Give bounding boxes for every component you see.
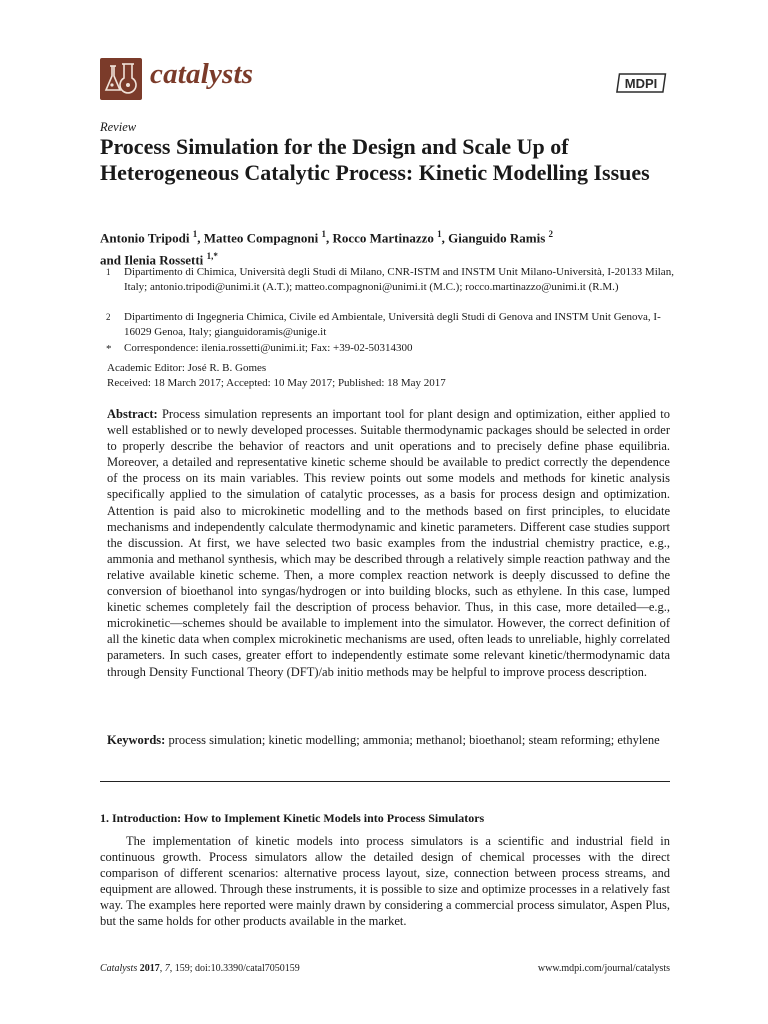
footer-volume: 7 bbox=[164, 963, 170, 974]
paper-title: Process Simulation for the Design and Scale Up of Heterogeneous Catalytic Process: Kinetic Modelling Issues bbox=[100, 134, 650, 185]
author-name[interactable]: Rocco Martinazzo bbox=[332, 230, 434, 246]
affiliation-2 bbox=[100, 310, 680, 340]
affiliation-ref: 1 bbox=[437, 229, 442, 239]
affiliation-ref: 1 bbox=[192, 229, 198, 239]
abstract-text: Process simulation represents an important tool for plant design and optimization, either applied to well established or to newly developed processes. Suitable thermodynamic packages should be selected in order to properly describe the behavior of reactors and unit operations and to precisely define phase equilibria. Moreover, a detailed and representative kinetic scheme should be available to predict correctly the dependence of the process on its main variables. This review points out some models and methods for kinetic analysis specifically applied to the simulation of catalytic processes, as a basis for process design and optimization. Attention is paid also to microkinetic modelling and to the methods based on first principles, to elucidate mechanisms and independently calculate thermodynamic and kinetic parameters. Different case studies support the discussion. At first, we have selected two basic examples from the industrial chemistry practice, e.g., ammonia and methanol synthesis, which may be described through a relatively simple reaction pathway and the relative available kinetic scheme. Then, a more complex reaction network is deeply discussed to define the conversion of bioethanol into syngas/hydrogen or into building blocks, such as ethylene. In this case, lumped kinetic schemes completely fail the description of process behavior. Thus, in this case, more detailed—e.g., microkinetic—schemes should be available to implement into the simulator. However, the correct definition of all the kinetic data when complex microkinetic mechanisms are used, often leads to unreliable, highly correlated parameters. In such cases, greater effort to independently estimate some relevant kinetic/thermodynamic data through Density Functional Theory (DFT)/ab initio methods may be helpful to improve process description. bbox=[107, 407, 671, 679]
author-list: Antonio Tripodi $^1$, Matteo Compagnoni $^1$, Rocco Martinazzo $^1$, Gianguido Ramis $^2$ and Ilenia Rossetti $^{1,*}$ bbox=[100, 229, 554, 268]
footer-url[interactable]: www.mdpi.com/journal/catalysts bbox=[537, 963, 670, 974]
footer-doi: , 159; doi:10.3390/catal7050159 bbox=[169, 963, 300, 974]
affiliation-mark: 2 bbox=[106, 312, 111, 322]
authors-connector: and bbox=[100, 252, 121, 268]
footer-journal: Catalysts bbox=[100, 963, 138, 974]
journal-logo-icon bbox=[100, 58, 142, 100]
section-body bbox=[100, 833, 670, 930]
author-name[interactable]: Matteo Compagnoni bbox=[203, 230, 319, 246]
section-text: The implementation of kinetic models into process simulators is a scientific and industrial field in continuous growth. Process simulators allow the detailed design of chemical processes with the direct comparison of different scenarios: alternative process layout, size, connection between process streams, and equipment are allowed. Through these instruments, it is possible to size and optimize processes in a relatively fast way. The examples here reported were mainly drawn by considering a commercial process simulator, Aspen Plus, but the same holds for other products available in the market. bbox=[100, 834, 670, 929]
author-name[interactable]: Ilenia Rossetti bbox=[124, 252, 204, 268]
author-name[interactable]: Antonio Tripodi bbox=[100, 230, 190, 246]
article-type: Review bbox=[100, 120, 137, 134]
affiliation-text: Correspondence: ilenia.rossetti@unimi.it; Fax: +39-02-50314300 bbox=[124, 342, 413, 354]
footer-citation: Catalysts 2017, 7, 159; doi:10.3390/catal7050159 bbox=[100, 963, 300, 974]
abstract-label: Abstract: bbox=[107, 407, 158, 421]
abstract bbox=[107, 406, 670, 680]
journal-name: catalysts bbox=[150, 58, 254, 90]
publication-dates: Received: 18 March 2017; Accepted: 10 May 2017; Published: 18 May 2017 bbox=[107, 377, 446, 389]
footer-year: 2017 bbox=[139, 963, 160, 974]
affiliation-1 bbox=[100, 265, 680, 310]
divider bbox=[100, 781, 670, 782]
author-name[interactable]: Gianguido Ramis bbox=[448, 230, 546, 246]
affiliation-mark: 1 bbox=[106, 267, 111, 277]
affiliation-text: Dipartimento di Ingegneria Chimica, Civile ed Ambientale, Università degli Studi di Genova and INSTM Unit Genova, I-16029 Genoa, Italy; gianguidoramis@unige.it bbox=[124, 311, 661, 338]
affiliation-ref: 2 bbox=[548, 229, 554, 239]
section-heading: 1. Introduction: How to Implement Kinetic Models into Process Simulators bbox=[100, 811, 485, 825]
publisher-name: MDPI bbox=[624, 76, 658, 91]
mdpi-logo-icon bbox=[614, 70, 668, 96]
keywords-label: Keywords: bbox=[107, 733, 166, 747]
affiliation-ref: 1,* bbox=[206, 251, 218, 262]
flask-logo-icon bbox=[100, 58, 142, 100]
keywords-text: process simulation; kinetic modelling; ammonia; methanol; bioethanol; steam reforming; ethylene bbox=[168, 733, 660, 747]
keywords bbox=[107, 732, 670, 748]
affiliation-mark: * bbox=[106, 343, 112, 355]
correspondence bbox=[100, 341, 680, 356]
affiliation-ref: 1 bbox=[321, 229, 326, 239]
academic-editor: Academic Editor: José R. B. Gomes bbox=[107, 362, 267, 374]
affiliation-text: Dipartimento di Chimica, Università degli Studi di Milano, CNR-ISTM and INSTM Unit Milano-Università, I-20133 Milan, Italy; antonio.tripodi@unimi.it (A.T.); matteo.compagnoni@unimi.it (M.C.); rocco.martinazzo@unimi.it (R.M.) bbox=[124, 266, 674, 293]
